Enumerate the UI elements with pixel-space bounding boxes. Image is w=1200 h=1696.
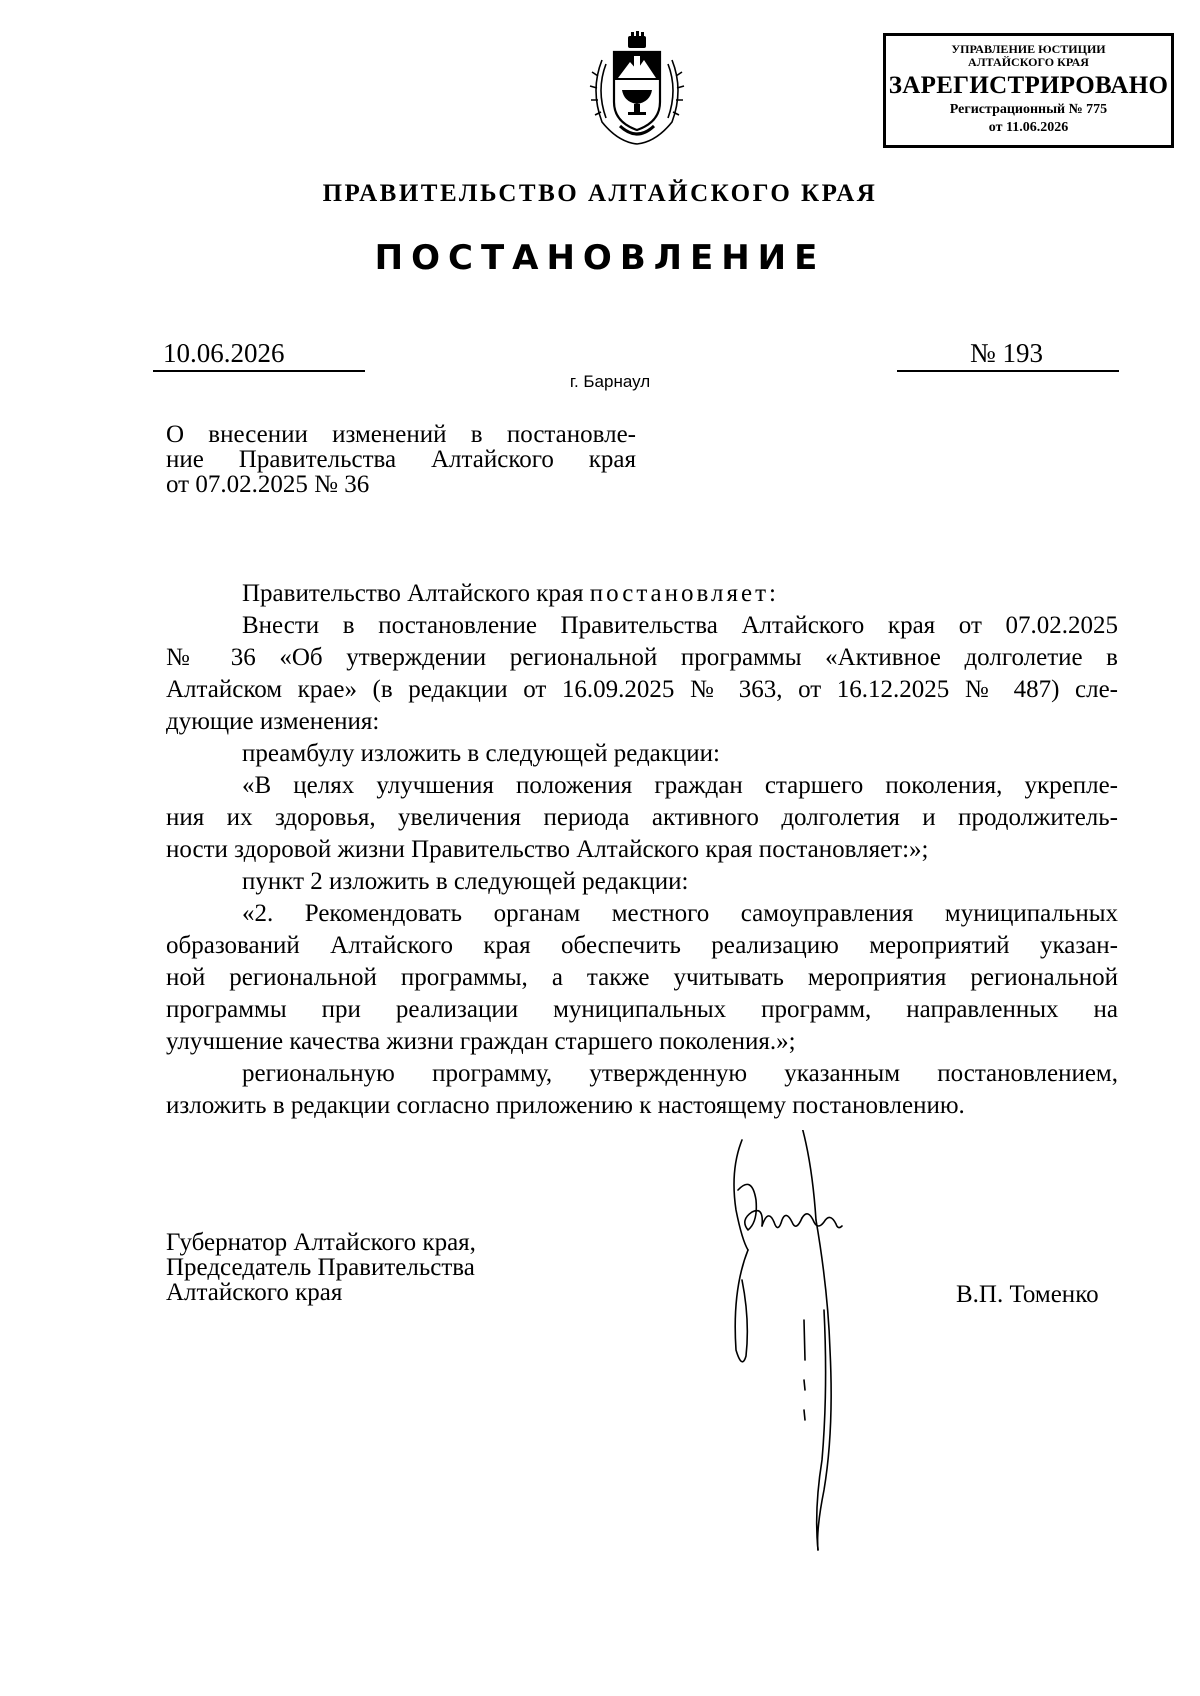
subject-line: ние Правительства Алтайского края bbox=[166, 446, 636, 473]
body-line: улучшение качества жизни граждан старшего поколения.»; bbox=[166, 1028, 796, 1055]
subject-line: от 07.02.2025 № 36 bbox=[166, 471, 370, 498]
signatory-title-line: Губернатор Алтайского края, bbox=[166, 1229, 476, 1256]
stamp-reg-number: Регистрационный № 775 bbox=[949, 102, 1108, 117]
stamp-line-2: АЛТАЙСКОГО КРАЯ bbox=[968, 55, 1089, 69]
signer-name: В.П. Томенко bbox=[956, 1281, 1099, 1308]
subject-line: О внесении изменений в постановле- bbox=[166, 421, 636, 448]
body-line: № 36 «Об утверждении региональной программы «Активное долголетие в bbox=[166, 644, 1118, 671]
stamp-line-1: УПРАВЛЕНИЕ ЮСТИЦИИ bbox=[951, 42, 1106, 56]
body-line: ной региональной программы, а также учитывать мероприятия региональной bbox=[166, 964, 1118, 991]
body-line: «В целях улучшения положения граждан старшего поколения, укрепле- bbox=[242, 772, 1118, 799]
body-line: программы при реализации муниципальных программ, направленных на bbox=[166, 996, 1118, 1023]
signatory-title-line: Алтайского края bbox=[166, 1279, 343, 1306]
body-line: изложить в редакции согласно приложению к настоящему постановлению. bbox=[166, 1092, 965, 1119]
resolution-verb: постановляет: bbox=[589, 580, 779, 607]
stamp-reg-date: от 11.06.2026 bbox=[988, 120, 1069, 135]
document-number: № 193 bbox=[970, 338, 1044, 368]
body-line: Внести в постановление Правительства Алтайского края от 07.02.2025 bbox=[242, 612, 1118, 639]
document-date: 10.06.2026 bbox=[163, 338, 285, 368]
body-line: ности здоровой жизни Правительство Алтайского края постановляет:»; bbox=[166, 836, 929, 863]
body-line: пункт 2 изложить в следующей редакции: bbox=[242, 868, 689, 895]
document-subject bbox=[166, 422, 636, 497]
document-city: г. Барнаул bbox=[569, 372, 651, 391]
body-text: Правительство Алтайского края bbox=[242, 580, 590, 607]
body-line: региональную программу, утвержденную указанным постановлением, bbox=[242, 1060, 1118, 1087]
coat-of-arms-icon bbox=[584, 30, 690, 150]
stamp-status: ЗАРЕГИСТРИРОВАНО bbox=[888, 72, 1169, 99]
body-line: дующие изменения: bbox=[166, 708, 380, 735]
signatory-title-line: Председатель Правительства bbox=[166, 1254, 475, 1281]
signatory-title bbox=[166, 1230, 476, 1305]
body-line: образований Алтайского края обеспечить реализацию мероприятий указан- bbox=[166, 932, 1118, 959]
body-line: преамбулу изложить в следующей редакции: bbox=[242, 740, 721, 767]
body-line: ния их здоровья, увеличения периода активного долголетия и продолжитель- bbox=[166, 804, 1118, 831]
document-type: ПОСТАНОВЛЕНИЕ bbox=[374, 238, 826, 278]
handwritten-signature-icon bbox=[712, 1130, 912, 1570]
document-body bbox=[166, 578, 1118, 1122]
body-line bbox=[166, 578, 1118, 610]
registration-stamp bbox=[883, 33, 1174, 148]
issuing-authority: ПРАВИТЕЛЬСТВО АЛТАЙСКОГО КРАЯ bbox=[322, 180, 878, 207]
body-line: «2. Рекомендовать органам местного самоуправления муниципальных bbox=[242, 900, 1118, 927]
body-line: Алтайском крае» (в редакции от 16.09.2025 № 363, от 16.12.2025 № 487) сле- bbox=[166, 676, 1118, 703]
